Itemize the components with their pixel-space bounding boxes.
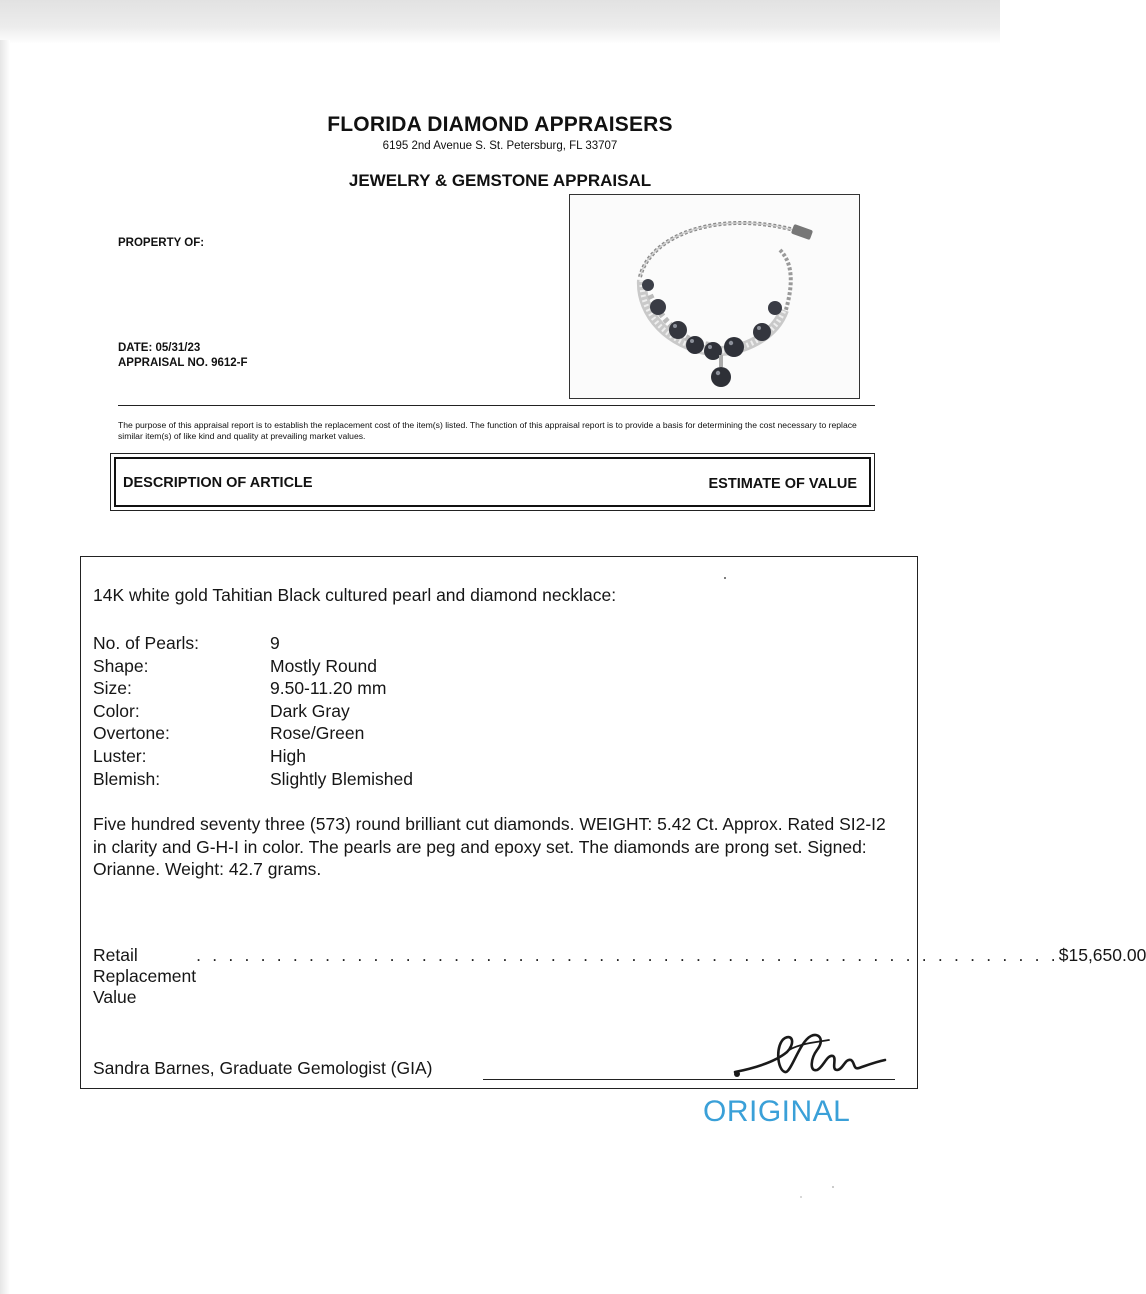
spec-row-size <box>93 677 413 700</box>
description-header: DESCRIPTION OF ARTICLE <box>123 475 313 491</box>
table-header-box <box>110 453 875 511</box>
article-title: 14K white gold Tahitian Black cultured pearl and diamond necklace: <box>93 585 617 605</box>
spec-key: Luster: <box>93 745 147 766</box>
leader-dots: . . . . . . . . . . . . . . . . . . . . . . . . . . . . . . . . . . . . . . . . . . . . . . . . . . . . . . <box>196 945 1059 965</box>
signature-icon <box>725 1022 895 1088</box>
signature-image <box>725 1022 895 1088</box>
appraiser-name: Sandra Barnes, Graduate Gemologist (GIA) <box>93 1058 433 1078</box>
spec-value: 9 <box>270 633 280 653</box>
replacement-value-amount: $15,650.00 <box>1058 945 1146 965</box>
scan-speck <box>832 1186 834 1188</box>
header-divider <box>118 405 875 406</box>
scan-left-shadow <box>0 40 10 1294</box>
scan-speck <box>800 1196 802 1198</box>
spec-value: 9.50-11.20 mm <box>270 678 387 699</box>
replacement-value-label: Retail Replacement Value <box>93 945 197 1007</box>
spec-row-overtone <box>93 722 413 745</box>
spec-row-pearls <box>93 632 413 655</box>
document-title: JEWELRY & GEMSTONE APPRAISAL <box>348 171 652 190</box>
replacement-value-row <box>93 945 1146 1008</box>
spec-value: Rose/Green <box>270 723 365 744</box>
scan-edge-shadow <box>0 0 1000 44</box>
scan-speck <box>724 577 726 579</box>
appraisal-number-label: APPRAISAL NO. <box>118 357 208 369</box>
date-label: DATE: <box>118 342 153 354</box>
purpose-statement: The purpose of this appraisal report is to establish the replacement cost of the item(s) listed. The function of this appraisal report is to provide a basis for determining the cost necessary to replace similar item(s) of like kind and quality at prevailing market values. <box>118 420 857 441</box>
spec-key: No. of Pearls: <box>93 633 200 653</box>
date-line <box>118 342 200 354</box>
article-paragraph: Five hundred seventy three (573) round brilliant cut diamonds. WEIGHT: 5.42 Ct. Approx. Rated SI2-I2 in clarity and G-H-I in color. The pearls are peg and epoxy set. The diamonds are prong set. Signed: Orianne. Weight: 42.7 grams. <box>93 814 886 879</box>
spec-value: Slightly Blemished <box>270 768 413 789</box>
date-value: 05/31/23 <box>155 342 201 354</box>
spec-key: Shape: <box>93 655 149 676</box>
spec-key: Size: <box>93 678 132 699</box>
estimate-header: ESTIMATE OF VALUE <box>708 476 857 492</box>
appraisal-number-value: 9612-F <box>211 357 248 369</box>
pearl-necklace-icon <box>570 195 859 398</box>
appraisal-number-line <box>118 357 248 369</box>
spec-key: Overtone: <box>93 723 170 744</box>
spec-row-color <box>93 700 413 723</box>
spec-row-blemish <box>93 768 413 791</box>
spec-value: Dark Gray <box>270 700 350 721</box>
spec-row-luster <box>93 745 413 768</box>
spec-list <box>93 632 413 790</box>
spec-key: Color: <box>93 700 140 721</box>
spec-value: Mostly Round <box>270 655 377 676</box>
table-header-inner <box>114 457 871 507</box>
spec-row-shape <box>93 655 413 678</box>
property-of-label: PROPERTY OF: <box>118 237 205 249</box>
spec-value: High <box>270 745 306 766</box>
original-stamp: ORIGINAL <box>703 1095 851 1128</box>
spec-key: Blemish: <box>93 768 161 789</box>
item-photo <box>569 194 860 399</box>
company-address: 6195 2nd Avenue S. St. Petersburg, FL 33707 <box>382 140 618 152</box>
company-name: FLORIDA DIAMOND APPRAISERS <box>327 113 673 136</box>
